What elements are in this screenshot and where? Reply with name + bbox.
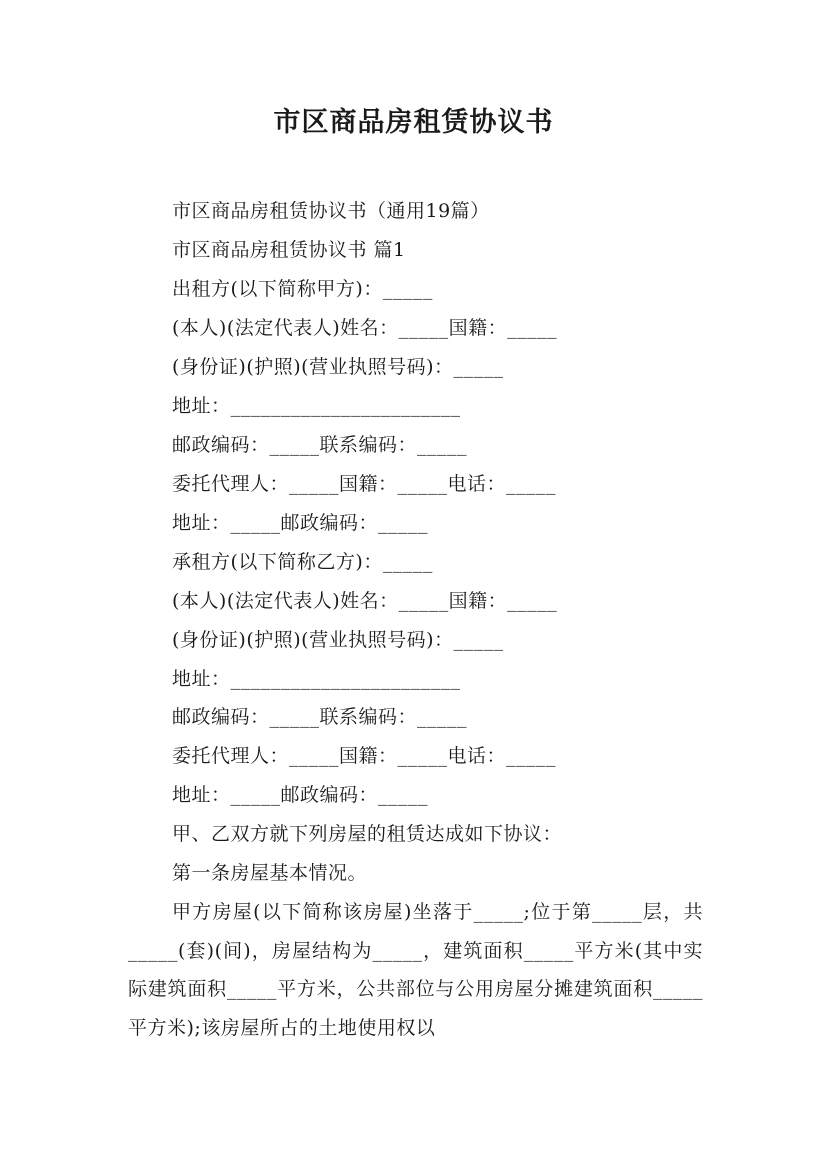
lessee-address-line: 地址：_______________________	[172, 668, 461, 690]
article-heading: 市区商品房租赁协议书 篇1	[172, 239, 406, 261]
lessor-name-nationality-line: (本人)(法定代表人)姓名：_____国籍：_____	[172, 317, 558, 339]
document-title: 市区商品房租赁协议书	[273, 107, 554, 138]
lessor-agent-address-line: 地址：_____邮政编码：_____	[172, 512, 429, 534]
lessee-agent-line: 委托代理人：_____国籍：_____电话：_____	[172, 745, 557, 767]
document-subtitle: 市区商品房租赁协议书（通用19篇）	[172, 200, 490, 222]
lessor-agent-line: 委托代理人：_____国籍：_____电话：_____	[172, 473, 557, 495]
article-one-paragraph: 甲方房屋(以下简称该房屋)坐落于_____;位于第_____层，共_____(套)(间)，房屋结构为_____，建筑面积_____平方米(其中实际建筑面积_____平方米，公共部位与公用房屋分摊建筑面积_____平方米);该房屋所占的土地使用权以	[128, 901, 703, 1039]
article-one-heading: 第一条房屋基本情况。	[172, 862, 368, 884]
lessee-line: 承租方(以下简称乙方)：_____	[172, 551, 433, 573]
lessor-line: 出租方(以下简称甲方)：_____	[172, 278, 433, 300]
lessee-postcode-contact-line: 邮政编码：_____联系编码：_____	[172, 706, 468, 728]
agreement-intro-line: 甲、乙双方就下列房屋的租赁达成如下协议：	[172, 823, 563, 845]
lessee-id-line: (身份证)(护照)(营业执照号码)：_____	[172, 629, 504, 651]
lessor-postcode-contact-line: 邮政编码：_____联系编码：_____	[172, 434, 468, 456]
lessor-id-line: (身份证)(护照)(营业执照号码)：_____	[172, 356, 504, 378]
lessee-name-nationality-line: (本人)(法定代表人)姓名：_____国籍：_____	[172, 590, 558, 612]
lessee-agent-address-line: 地址：_____邮政编码：_____	[172, 784, 429, 806]
lessor-address-line: 地址：_______________________	[172, 395, 461, 417]
